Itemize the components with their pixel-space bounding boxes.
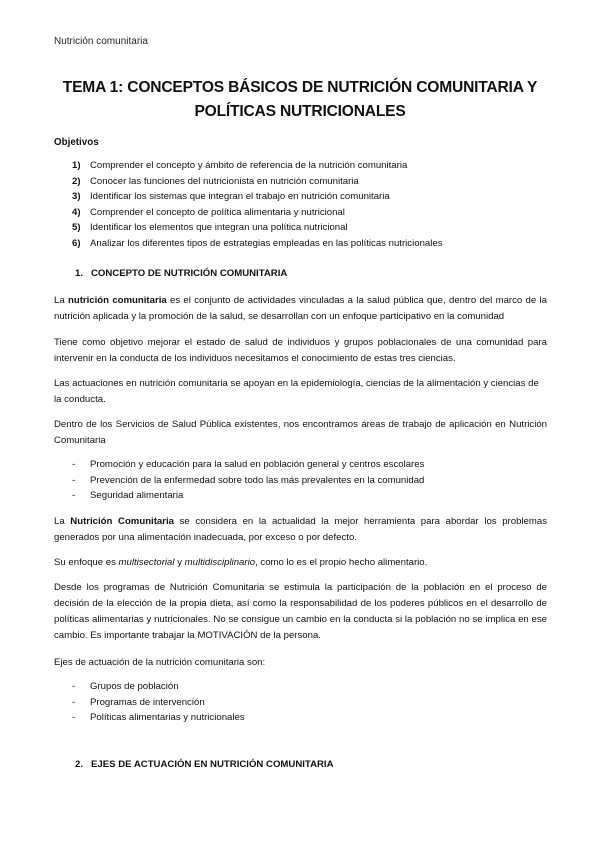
areas-list <box>72 457 424 504</box>
ejes-list <box>72 679 245 726</box>
section-1-paragraph-3: Las actuaciones en nutrición comunitaria se apoyan en la epidemiología, ciencias de la alimentación y ciencias de la conducta. <box>54 378 539 405</box>
list-item: - Programas de intervención <box>72 696 205 708</box>
section-1-paragraph-7: Desde los programas de Nutrición Comunitaria se estimula la participación de la población en el proceso de decisión de la elección de la propia dieta, así como la responsabilidad de los poderes públicos en el desarrollo de políticas alimentarias y nutricionales. No se consigue un cambio en la conducta si la población no se implica en ese cambio. Es importante trabajar la MOTIVACIÓN de la persona. <box>54 582 547 641</box>
section-1-paragraph-1: La nutrición comunitaria es el conjunto de actividades vinculadas a la salud pública que, dentro del marco de la nutrición aplicada y la promoción de la salud, se desarrollan con un enfoque participativo en la comunidad <box>54 295 547 322</box>
section-2-heading: 2. EJES DE ACTUACIÓN EN NUTRICIÓN COMUNITARIA <box>75 759 334 770</box>
list-item: - Políticas alimentarias y nutricionales <box>72 712 245 723</box>
section-1-paragraph-5: La Nutrición Comunitaria se considera en la actualidad la mejor herramienta para abordar los problemas generados por una alimentación inadecuada, por exceso o por defecto. <box>54 516 547 543</box>
list-item: 6) Analizar los diferentes tipos de estrategias empleadas en las políticas nutricionales <box>72 237 443 249</box>
list-item: 4) Comprender el concepto de política alimentaria y nutricional <box>72 206 345 218</box>
section-1-heading: 1. CONCEPTO DE NUTRICIÓN COMUNITARIA <box>75 268 288 279</box>
objectives-list <box>72 158 443 251</box>
section-1-paragraph-2: Tiene como objetivo mejorar el estado de salud de individuos y grupos poblacionales de una comunidad para intervenir en la conducta de los individuos necesitamos el conocimiento de estas tres ciencias. <box>54 337 547 364</box>
list-item: 5) Identificar los elementos que integran una política nutricional <box>72 222 348 233</box>
page-title: TEMA 1: CONCEPTOS BÁSICOS DE NUTRICIÓN COMUNITARIA Y POLÍTICAS NUTRICIONALES <box>62 79 538 120</box>
list-item: 3) Identificar los sistemas que integran el trabajo en nutrición comunitaria <box>72 191 390 202</box>
list-item: 2) Conocer las funciones del nutricionista en nutrición comunitaria <box>72 175 359 187</box>
section-1-paragraph-8: Ejes de actuación de la nutrición comunitaria son: <box>54 657 266 668</box>
objectives-label: Objetivos <box>54 137 99 148</box>
section-1-paragraph-6: Su enfoque es multisectorial y multidisciplinario, como lo es el propio hecho alimentario. <box>54 557 428 568</box>
list-item: - Promoción y educación para la salud en población general y centros escolares <box>72 459 425 470</box>
list-item: - Prevención de la enfermedad sobre todo las más prevalentes en la comunidad <box>72 474 425 486</box>
list-item: - Grupos de población <box>72 681 179 692</box>
list-item: 1) Comprender el concepto y ámbito de referencia de la nutrición comunitaria <box>72 160 408 171</box>
list-item: - Seguridad alimentaria <box>72 490 184 501</box>
page-header: Nutrición comunitaria <box>54 36 148 47</box>
section-1-paragraph-4: Dentro de los Servicios de Salud Pública existentes, nos encontramos áreas de trabajo de aplicación en Nutrición Comunitaria <box>54 419 547 446</box>
